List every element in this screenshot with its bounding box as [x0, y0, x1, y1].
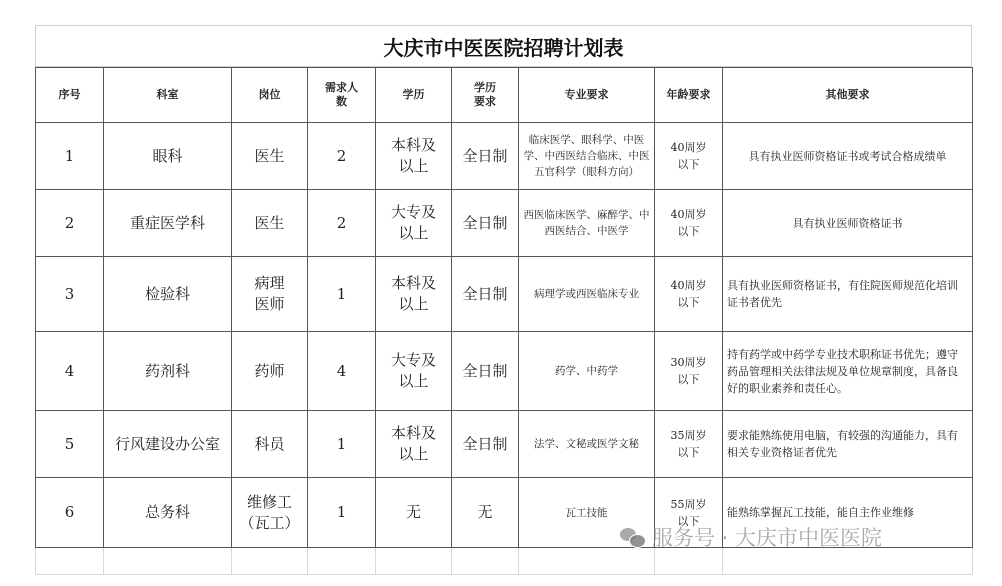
- cell-dept: 行风建设办公室: [104, 411, 232, 478]
- cell-no: 6: [36, 478, 104, 548]
- cell-post: 医生: [232, 190, 308, 257]
- cell-edu: 大专及以上: [376, 190, 452, 257]
- cell-edu: 本科及以上: [376, 257, 452, 332]
- cell-count: 4: [308, 332, 376, 411]
- cell-dept: 药剂科: [104, 332, 232, 411]
- header-cell: 科室: [104, 68, 232, 123]
- cell-major: 药学、中药学: [519, 332, 655, 411]
- header-cell: 序号: [36, 68, 104, 123]
- sheet-title: 大庆市中医医院招聘计划表: [35, 25, 972, 67]
- watermark-text: 服务号 · 大庆市中医医院: [652, 526, 883, 550]
- recruitment-sheet: [35, 25, 972, 573]
- cell-edu: 本科及以上: [376, 411, 452, 478]
- table-row: [36, 190, 973, 257]
- cell-other: 具有执业医师资格证书: [723, 190, 973, 257]
- cell-no: 4: [36, 332, 104, 411]
- cell-age: 40周岁以下: [655, 190, 723, 257]
- cell-edu: 无: [376, 478, 452, 548]
- cell-edu-req: 无: [452, 478, 519, 548]
- cell-edu-req: 全日制: [452, 411, 519, 478]
- cell-other: 能熟练掌握瓦工技能，能自主作业维修: [723, 478, 973, 548]
- cell-dept: 检验科: [104, 257, 232, 332]
- cell-major: 病理学或西医临床专业: [519, 257, 655, 332]
- cell-post: 病理医师: [232, 257, 308, 332]
- header-cell: 其他要求: [723, 68, 973, 123]
- cell-major: 临床医学、眼科学、中医学、中西医结合临床、中医五官科学（眼科方向）: [519, 123, 655, 190]
- header-cell: 年龄要求: [655, 68, 723, 123]
- wechat-icon: [620, 526, 646, 548]
- cell-edu-req: 全日制: [452, 257, 519, 332]
- header-cell: 岗位: [232, 68, 308, 123]
- table-row: [36, 332, 973, 411]
- cell-other: 持有药学或中药学专业技术职称证书优先；遵守药品管理相关法律法规及单位规章制度，具备良好的职业素养和责任心。: [723, 332, 973, 411]
- cell-age: 35周岁以下: [655, 411, 723, 478]
- cell-no: 3: [36, 257, 104, 332]
- cell-major: 西医临床医学、麻醉学、中西医结合、中医学: [519, 190, 655, 257]
- cell-edu-req: 全日制: [452, 123, 519, 190]
- watermark: [620, 520, 950, 554]
- cell-other: 具有执业医师资格证书，有住院医师规范化培训证书者优先: [723, 257, 973, 332]
- cell-edu-req: 全日制: [452, 190, 519, 257]
- table-row: [36, 257, 973, 332]
- cell-other: 具有执业医师资格证书或考试合格成绩单: [723, 123, 973, 190]
- cell-count: 2: [308, 190, 376, 257]
- cell-count: 2: [308, 123, 376, 190]
- cell-other: 要求能熟练使用电脑，有较强的沟通能力，具有相关专业资格证者优先: [723, 411, 973, 478]
- header-cell: 学历: [376, 68, 452, 123]
- cell-post: 维修工（瓦工）: [232, 478, 308, 548]
- cell-no: 5: [36, 411, 104, 478]
- cell-age: 30周岁以下: [655, 332, 723, 411]
- cell-dept: 重症医学科: [104, 190, 232, 257]
- recruitment-table: [35, 67, 973, 575]
- cell-count: 1: [308, 478, 376, 548]
- header-cell: 需求人数: [308, 68, 376, 123]
- cell-edu-req: 全日制: [452, 332, 519, 411]
- cell-dept: 眼科: [104, 123, 232, 190]
- cell-edu: 大专及以上: [376, 332, 452, 411]
- cell-post: 科员: [232, 411, 308, 478]
- cell-count: 1: [308, 411, 376, 478]
- cell-major: 瓦工技能: [519, 478, 655, 548]
- table-header-row: [36, 68, 973, 123]
- cell-no: 2: [36, 190, 104, 257]
- cell-dept: 总务科: [104, 478, 232, 548]
- table-row: [36, 123, 973, 190]
- table-row: [36, 411, 973, 478]
- cell-post: 药师: [232, 332, 308, 411]
- header-cell: 学历要求: [452, 68, 519, 123]
- cell-age: 55周岁以下: [655, 478, 723, 548]
- cell-age: 40周岁以下: [655, 257, 723, 332]
- cell-no: 1: [36, 123, 104, 190]
- cell-count: 1: [308, 257, 376, 332]
- cell-age: 40周岁以下: [655, 123, 723, 190]
- cell-post: 医生: [232, 123, 308, 190]
- cell-edu: 本科及以上: [376, 123, 452, 190]
- cell-major: 法学、文秘或医学文秘: [519, 411, 655, 478]
- header-cell: 专业要求: [519, 68, 655, 123]
